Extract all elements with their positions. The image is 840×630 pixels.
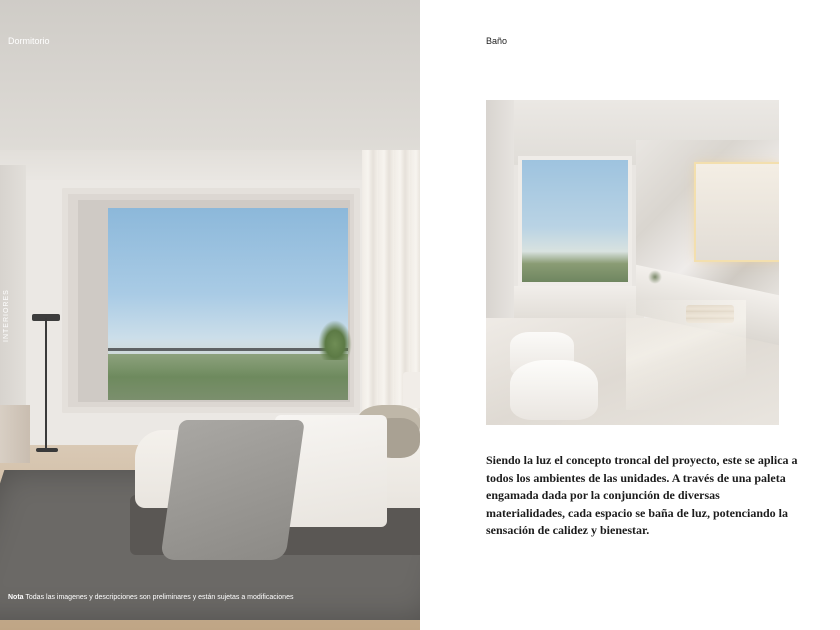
image-caption: Dormitorio — [8, 36, 50, 46]
plant — [648, 270, 662, 284]
nightstand — [0, 405, 30, 463]
palm-tree — [318, 320, 352, 360]
ceiling-edge — [0, 150, 420, 182]
section-label: INTERIORES — [3, 289, 10, 342]
bathroom-render — [486, 100, 779, 425]
image-caption: Baño — [486, 36, 508, 46]
side-table — [403, 372, 420, 408]
sunlight — [626, 300, 746, 410]
throw-blanket — [160, 420, 305, 560]
bathtub — [514, 286, 644, 318]
window-view — [108, 208, 348, 400]
balcony-rail — [108, 348, 348, 351]
disclaimer-note — [8, 594, 293, 601]
floor-lamp-pole — [45, 318, 47, 450]
body-paragraph: Siendo la luz el concepto troncal del proyecto, este se aplica a todos los ambientes de las unidades. A través de una paleta engamada dada por la conjunción de diversas materialidades, cada espacio se baña de luz, potenciando la sensación de calidez y bienestar. — [486, 453, 798, 537]
toilet — [510, 360, 598, 420]
floor-lamp-base — [36, 448, 58, 452]
window-view — [522, 160, 628, 282]
note-label: Nota — [8, 594, 24, 601]
note-text: Todas las imagenes y descripciones son preliminares y están sujetas a modificaciones — [25, 594, 294, 601]
right-panel — [420, 0, 840, 630]
treetops — [108, 354, 348, 400]
backlit-mirror — [696, 164, 779, 260]
